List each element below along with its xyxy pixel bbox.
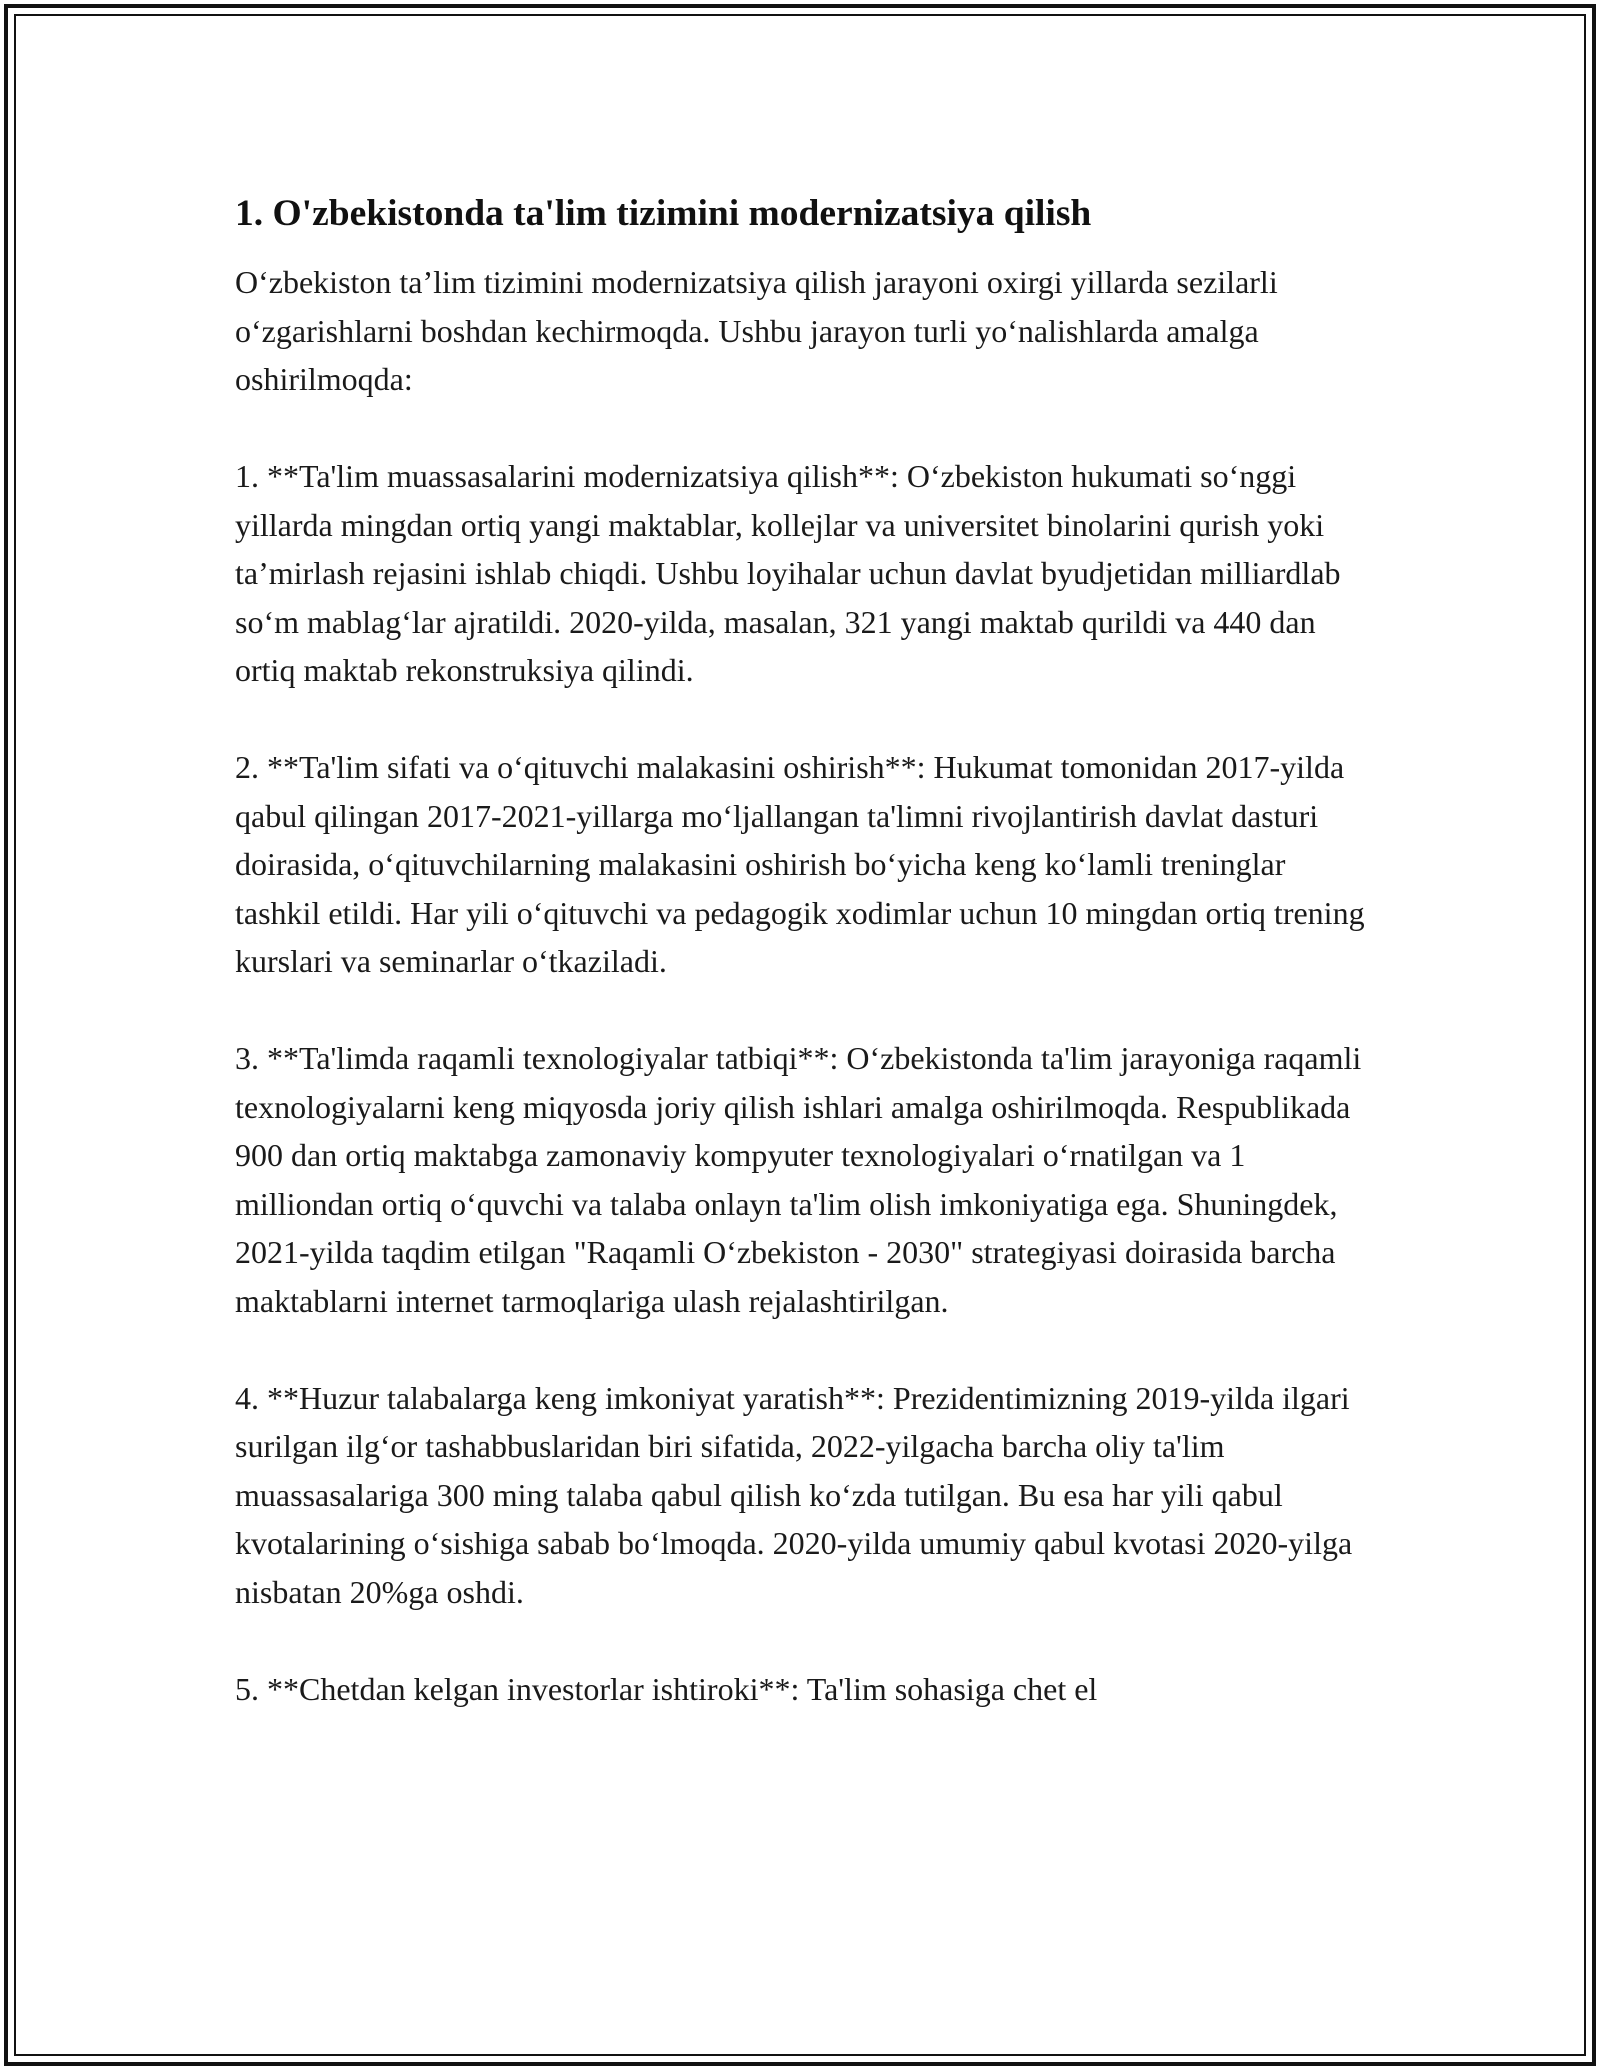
- list-item-text: 4. **Huzur talabalarga keng imkoniyat yaratish**: Prezidentimizning 2019-yilda ilgari surilgan ilg‘or tashabbuslaridan biri sifatida, 2022-yilgacha barcha oliy ta'lim muassasalariga 300 ming talaba qabul qilish ko‘zda tutilgan. Bu esa har yili qabul kvotalarining o‘sishiga sabab bo‘lmoqda. 2020-yilda umumiy qabul kvotasi 2020-yilga nisbatan 20%ga oshdi.: [235, 1379, 1353, 1610]
- document-page: [235, 188, 1365, 1713]
- list-item-text: 2. **Ta'lim sifati va o‘qituvchi malakasini oshirish**: Hukumat tomonidan 2017-yilda qabul qilingan 2017-2021-yillarga mo‘ljallangan ta'limni rivojlantirish davlat dasturi doirasida, o‘qituvchilarning malakasini oshirish bo‘yicha keng ko‘lamli treninglar tashkil etildi. Har yili o‘qituvchi va pedagogik xodimlar uchun 10 mingdan ortiq trening kurslari va seminarlar o‘tkaziladi.: [235, 749, 1365, 979]
- intro-paragraph: O‘zbekiston ta’lim tizimini modernizatsiya qilish jarayoni oxirgi yillarda sezilarli o‘zgarishlarni boshdan kechirmoqda. Ushbu jarayon turli yo‘nalishlarda amalga oshirilmoqda:: [235, 264, 1278, 397]
- section-heading: 1. O'zbekistonda ta'lim tizimini modernizatsiya qilish: [235, 193, 1092, 234]
- list-item-text: 1. **Ta'lim muassasalarini modernizatsiya qilish**: O‘zbekiston hukumati so‘nggi yillarda mingdan ortiq yangi maktablar, kollejlar va universitet binolarini qurish yoki ta’mirlash rejasini ishlab chiqdi. Ushbu loyihalar uchun davlat byudjetidan milliardlab so‘m mablag‘lar ajratildi. 2020-yilda, masalan, 321 yangi maktab qurildi va 440 dan ortiq maktab rekonstruksiya qilindi.: [235, 458, 1341, 688]
- list-item-5: [235, 1665, 1365, 1714]
- list-item-2: [235, 743, 1365, 986]
- list-item-4: [235, 1374, 1365, 1617]
- list-item-1: [235, 452, 1365, 695]
- list-item-text: 3. **Ta'limda raqamli texnologiyalar tatbiqi**: O‘zbekistonda ta'lim jarayoniga raqamli texnologiyalarni keng miqyosda joriy qilish ishlari amalga oshirilmoqda. Respublikada 900 dan ortiq maktabga zamonaviy kompyuter texnologiyalari o‘rnatilgan va 1 milliondan ortiq o‘quvchi va talaba onlayn ta'lim olish imkoniyatiga ega. Shuningdek, 2021-yilda taqdim etilgan "Raqamli O‘zbekiston - 2030" strategiyasi doirasida barcha maktablarni internet tarmoqlariga ulash rejalashtirilgan.: [235, 1040, 1362, 1319]
- list-item-text: 5. **Chetdan kelgan investorlar ishtiroki**: Ta'lim sohasiga chet el: [235, 1670, 1098, 1707]
- list-item-3: [235, 1034, 1365, 1325]
